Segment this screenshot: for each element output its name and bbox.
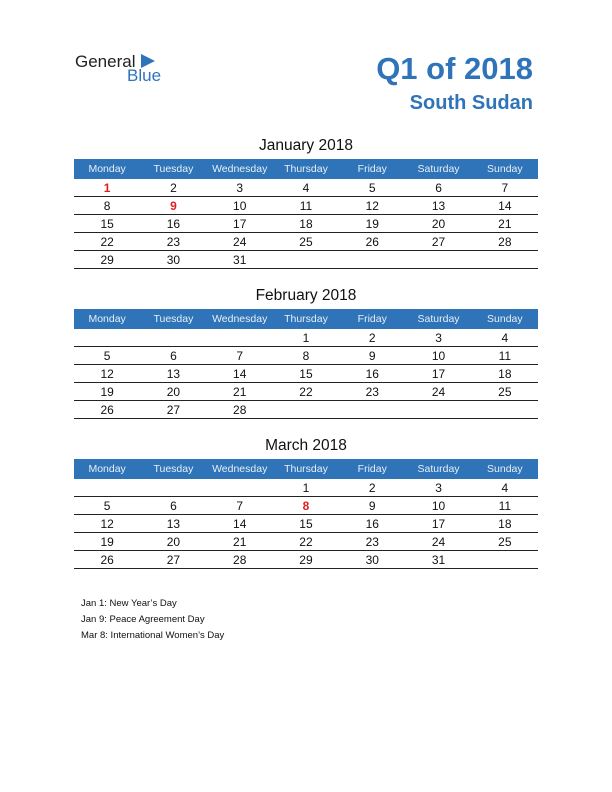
- month-title: January 2018: [259, 137, 353, 154]
- week-row: [74, 329, 538, 347]
- week-row: [74, 383, 538, 401]
- day-cell: 6: [170, 498, 177, 513]
- week-row: [74, 347, 538, 365]
- day-cell: 29: [299, 552, 313, 567]
- day-cell: 18: [299, 216, 313, 231]
- holiday-notes: [81, 598, 224, 646]
- day-cell: 3: [435, 480, 442, 495]
- day-cell: 7: [236, 498, 244, 513]
- day-cell: 30: [166, 252, 181, 267]
- day-cell: 8: [302, 348, 310, 363]
- day-cell: 17: [431, 366, 446, 381]
- weekday-label: Monday: [88, 463, 126, 475]
- weekday-label: Sunday: [487, 463, 523, 475]
- weekday-label: Tuesday: [153, 463, 194, 475]
- day-cell: 24: [431, 384, 446, 399]
- week-row: [74, 479, 538, 497]
- day-cell: 4: [501, 480, 509, 495]
- day-cell: 9: [368, 348, 376, 363]
- day-cell: 5: [368, 180, 376, 195]
- weekday-label: Wednesday: [212, 313, 268, 325]
- weekday-label: Thursday: [284, 463, 328, 475]
- day-cell: 29: [100, 252, 114, 267]
- weekday-label: Tuesday: [153, 313, 194, 325]
- holiday-day-cell: 9: [170, 198, 177, 213]
- day-cell: 20: [166, 384, 181, 399]
- week-row: [74, 551, 538, 569]
- day-cell: 26: [365, 234, 379, 249]
- month-calendar: [74, 137, 538, 269]
- day-cell: 30: [365, 552, 379, 567]
- day-cell: 11: [498, 348, 512, 363]
- quarter-title: Q1 of 2018: [376, 51, 533, 86]
- day-cell: 23: [365, 534, 379, 549]
- weekday-label: Thursday: [284, 163, 328, 175]
- day-cell: 22: [299, 384, 313, 399]
- day-cell: 25: [498, 534, 512, 549]
- weekday-label: Friday: [357, 463, 387, 475]
- day-cell: 10: [233, 198, 247, 213]
- weekday-label: Sunday: [487, 313, 523, 325]
- day-cell: 13: [166, 366, 181, 381]
- day-cell: 7: [501, 180, 509, 195]
- day-cell: 9: [368, 498, 376, 513]
- weekday-label: Wednesday: [212, 163, 268, 175]
- day-cell: 11: [498, 498, 512, 513]
- day-cell: 15: [100, 216, 114, 231]
- month-calendar: [74, 437, 538, 569]
- day-cell: 14: [498, 198, 512, 213]
- week-row: [74, 365, 538, 383]
- day-cell: 17: [233, 216, 247, 231]
- day-cell: 23: [365, 384, 379, 399]
- day-cell: 17: [431, 516, 446, 531]
- day-cell: 28: [233, 402, 247, 417]
- day-cell: 2: [170, 180, 177, 195]
- day-cell: 14: [233, 516, 247, 531]
- day-cell: 4: [302, 180, 310, 195]
- day-cell: 3: [435, 330, 442, 345]
- weekday-label: Wednesday: [212, 463, 268, 475]
- day-cell: 14: [233, 366, 247, 381]
- week-row: [74, 533, 538, 551]
- day-cell: 13: [431, 198, 446, 213]
- week-row: [74, 251, 538, 269]
- holiday-day-cell: 8: [302, 498, 310, 513]
- day-cell: 16: [365, 516, 379, 531]
- day-cell: 12: [100, 366, 114, 381]
- weekday-header-row: [74, 159, 538, 179]
- day-cell: 15: [299, 366, 313, 381]
- weekday-label: Friday: [357, 163, 387, 175]
- month-title: March 2018: [265, 437, 347, 454]
- month-calendar: [74, 287, 538, 419]
- week-row: [74, 401, 538, 419]
- weekday-label: Monday: [88, 313, 126, 325]
- day-cell: 19: [365, 216, 379, 231]
- day-cell: 28: [498, 234, 512, 249]
- weekday-label: Thursday: [284, 313, 328, 325]
- weekday-label: Friday: [357, 313, 387, 325]
- weekday-header-row: [74, 459, 538, 479]
- logo-word-general: General: [75, 52, 136, 71]
- day-cell: 7: [236, 348, 244, 363]
- day-cell: 22: [100, 234, 114, 249]
- month-title: February 2018: [255, 287, 357, 304]
- day-cell: 28: [233, 552, 247, 567]
- day-cell: 22: [299, 534, 313, 549]
- day-cell: 18: [498, 366, 512, 381]
- day-cell: 19: [100, 534, 114, 549]
- day-cell: 5: [103, 348, 111, 363]
- day-cell: 27: [431, 234, 446, 249]
- logo-word-blue: Blue: [127, 66, 162, 85]
- day-cell: 12: [365, 198, 379, 213]
- weekday-label: Monday: [88, 163, 126, 175]
- day-cell: 20: [166, 534, 181, 549]
- day-cell: 27: [166, 552, 181, 567]
- holiday-note: Jan 9: Peace Agreement Day: [81, 614, 205, 625]
- day-cell: 1: [302, 480, 310, 495]
- day-cell: 3: [236, 180, 244, 195]
- week-row: [74, 197, 538, 215]
- weekday-label: Tuesday: [153, 163, 194, 175]
- day-cell: 31: [233, 252, 247, 267]
- week-row: [74, 215, 538, 233]
- day-cell: 2: [368, 480, 376, 495]
- holiday-note: Jan 1: New Year’s Day: [81, 598, 177, 609]
- day-cell: 16: [365, 366, 379, 381]
- weekday-label: Sunday: [487, 163, 523, 175]
- day-cell: 21: [498, 216, 512, 231]
- day-cell: 21: [233, 384, 247, 399]
- day-cell: 10: [431, 498, 446, 513]
- day-cell: 21: [233, 534, 247, 549]
- week-row: [74, 497, 538, 515]
- day-cell: 16: [166, 216, 181, 231]
- day-cell: 23: [166, 234, 181, 249]
- week-row: [74, 179, 538, 197]
- day-cell: 5: [103, 498, 111, 513]
- holiday-day-cell: 1: [103, 180, 111, 195]
- weekday-label: Saturday: [417, 313, 460, 325]
- day-cell: 12: [100, 516, 114, 531]
- day-cell: 8: [103, 198, 111, 213]
- day-cell: 15: [299, 516, 313, 531]
- day-cell: 31: [431, 552, 446, 567]
- week-row: [74, 515, 538, 533]
- day-cell: 24: [233, 234, 247, 249]
- day-cell: 24: [431, 534, 446, 549]
- day-cell: 27: [166, 402, 181, 417]
- day-cell: 26: [100, 552, 114, 567]
- day-cell: 25: [299, 234, 313, 249]
- day-cell: 25: [498, 384, 512, 399]
- day-cell: 26: [100, 402, 114, 417]
- country-name: South Sudan: [409, 92, 533, 114]
- day-cell: 13: [166, 516, 181, 531]
- day-cell: 4: [501, 330, 509, 345]
- day-cell: 20: [431, 216, 446, 231]
- weekday-header-row: [74, 309, 538, 329]
- day-cell: 18: [498, 516, 512, 531]
- day-cell: 19: [100, 384, 114, 399]
- day-cell: 1: [302, 330, 310, 345]
- day-cell: 6: [170, 348, 177, 363]
- week-row: [74, 233, 538, 251]
- weekday-label: Saturday: [417, 163, 460, 175]
- weekday-label: Saturday: [417, 463, 460, 475]
- generalblue-logo: [75, 52, 175, 88]
- day-cell: 10: [431, 348, 446, 363]
- day-cell: 11: [299, 198, 313, 213]
- holiday-note: Mar 8: International Women’s Day: [81, 630, 225, 641]
- day-cell: 2: [368, 330, 376, 345]
- day-cell: 6: [435, 180, 442, 195]
